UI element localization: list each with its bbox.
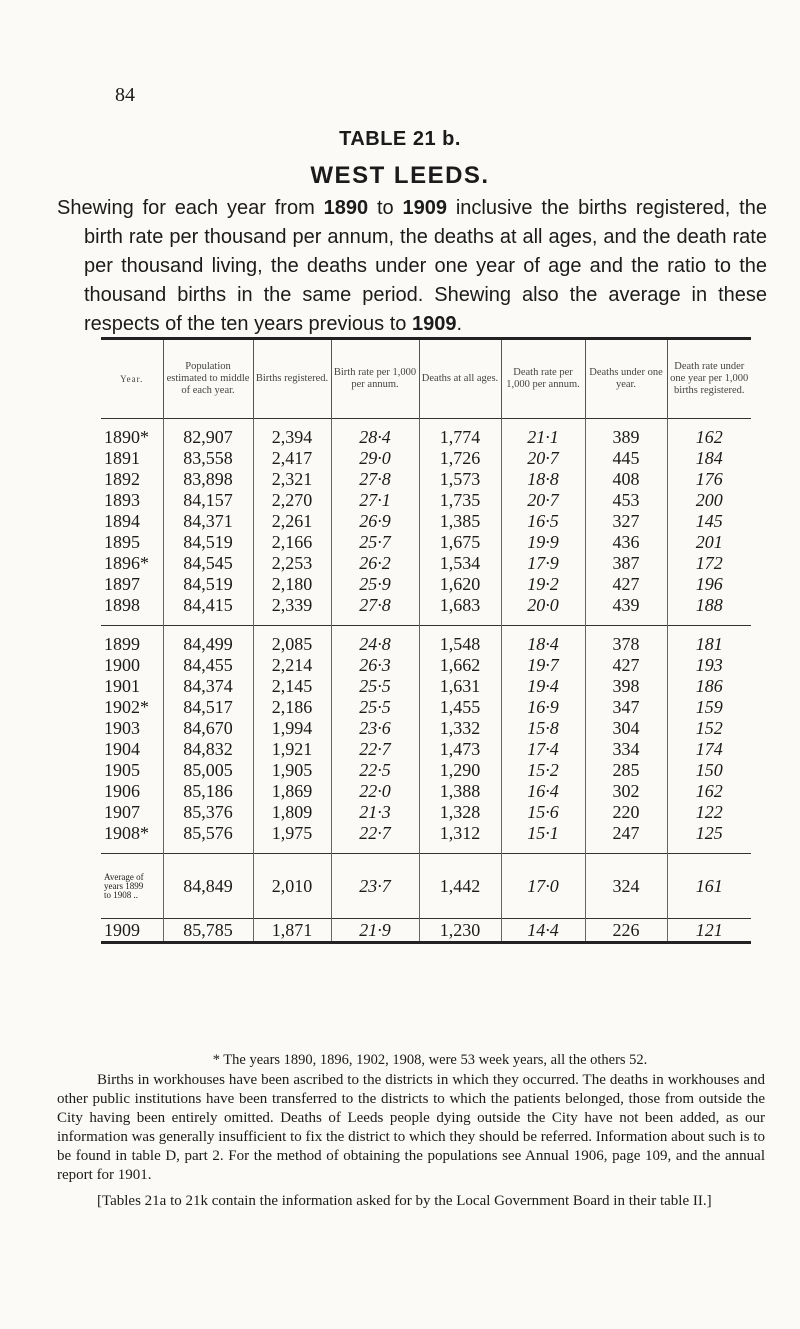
table-row <box>101 760 751 781</box>
cell-infant-deaths: 220 <box>585 802 667 823</box>
cell-infant-deaths: 347 <box>585 697 667 718</box>
cell-deaths: 1,683 <box>419 595 501 626</box>
table-description: Shewing for each year from 1890 to 1909 inclusive the births registered, the birth rate per thousand per annum, the deaths at all ages, and the death rate per thousand living, the deaths under one year of age and the ratio to the thousand births in the same period. Shewing also the average in these respects of the ten years previous to 1909. <box>57 197 767 335</box>
cell-population: 84,519 <box>163 532 253 553</box>
cell-birth-rate: 25·5 <box>331 697 419 718</box>
table-row <box>101 574 751 595</box>
cell-population: 85,186 <box>163 781 253 802</box>
cell-death-rate: 15·2 <box>501 760 585 781</box>
note-paragraph: [Tables 21a to 21k contain the information asked for by the Local Government Board in their table II.] <box>97 1193 712 1209</box>
cell-infant-death-rate: 176 <box>667 469 751 490</box>
average-death-rate: 17·0 <box>501 854 585 919</box>
cell-infant-deaths: 439 <box>585 595 667 626</box>
cell-death-rate: 15·1 <box>501 823 585 854</box>
table-row <box>101 781 751 802</box>
cell-population: 84,519 <box>163 574 253 595</box>
table-row <box>101 532 751 553</box>
final-births: 1,871 <box>253 919 331 943</box>
cell-population: 84,157 <box>163 490 253 511</box>
notes <box>57 1071 765 1211</box>
cell-deaths: 1,534 <box>419 553 501 574</box>
cell-deaths: 1,312 <box>419 823 501 854</box>
column-header-infant-death-rate: Death rate under one year per 1,000 births registered. <box>667 339 751 419</box>
cell-population: 82,907 <box>163 419 253 449</box>
cell-birth-rate: 27·1 <box>331 490 419 511</box>
cell-infant-deaths: 247 <box>585 823 667 854</box>
cell-births: 2,253 <box>253 553 331 574</box>
cell-deaths: 1,662 <box>419 655 501 676</box>
cell-population: 84,670 <box>163 718 253 739</box>
cell-year: 1905 <box>104 760 140 780</box>
cell-population: 84,517 <box>163 697 253 718</box>
cell-death-rate: 16·9 <box>501 697 585 718</box>
cell-infant-death-rate: 152 <box>667 718 751 739</box>
cell-deaths: 1,455 <box>419 697 501 718</box>
cell-year: 1900 <box>104 655 140 675</box>
cell-birth-rate: 22·0 <box>331 781 419 802</box>
table-row <box>101 511 751 532</box>
final-population: 85,785 <box>163 919 253 943</box>
cell-year: 1899 <box>104 634 140 654</box>
cell-births: 2,270 <box>253 490 331 511</box>
cell-population: 84,371 <box>163 511 253 532</box>
cell-death-rate: 15·8 <box>501 718 585 739</box>
cell-infant-deaths: 334 <box>585 739 667 760</box>
cell-death-rate: 19·9 <box>501 532 585 553</box>
cell-year: 1902* <box>104 697 149 717</box>
cell-infant-death-rate: 162 <box>667 781 751 802</box>
cell-infant-death-rate: 150 <box>667 760 751 781</box>
cell-births: 2,339 <box>253 595 331 626</box>
column-header-year: Year. <box>120 374 144 384</box>
cell-births: 2,180 <box>253 574 331 595</box>
cell-birth-rate: 22·5 <box>331 760 419 781</box>
cell-population: 83,558 <box>163 448 253 469</box>
cell-births: 1,975 <box>253 823 331 854</box>
table-row <box>101 448 751 469</box>
cell-infant-death-rate: 188 <box>667 595 751 626</box>
cell-death-rate: 20·7 <box>501 490 585 511</box>
cell-infant-deaths: 302 <box>585 781 667 802</box>
cell-death-rate: 19·2 <box>501 574 585 595</box>
cell-population: 84,374 <box>163 676 253 697</box>
cell-deaths: 1,290 <box>419 760 501 781</box>
cell-deaths: 1,548 <box>419 626 501 656</box>
rows-1890-1898 <box>101 419 751 626</box>
final-infant-deaths: 226 <box>585 919 667 943</box>
statistics-table <box>101 337 751 944</box>
cell-births: 2,166 <box>253 532 331 553</box>
table-header-row <box>101 339 751 419</box>
cell-population: 83,898 <box>163 469 253 490</box>
cell-population: 84,545 <box>163 553 253 574</box>
cell-year: 1898 <box>104 595 140 615</box>
cell-year: 1896* <box>104 553 149 573</box>
cell-births: 1,921 <box>253 739 331 760</box>
final-deaths: 1,230 <box>419 919 501 943</box>
table-row <box>101 697 751 718</box>
cell-deaths: 1,631 <box>419 676 501 697</box>
cell-birth-rate: 27·8 <box>331 595 419 626</box>
cell-birth-rate: 29·0 <box>331 448 419 469</box>
cell-birth-rate: 26·2 <box>331 553 419 574</box>
cell-birth-rate: 26·9 <box>331 511 419 532</box>
table-row <box>101 802 751 823</box>
cell-death-rate: 19·4 <box>501 676 585 697</box>
cell-deaths: 1,328 <box>419 802 501 823</box>
cell-infant-deaths: 445 <box>585 448 667 469</box>
cell-year: 1894 <box>104 511 140 531</box>
cell-year: 1904 <box>104 739 140 759</box>
cell-population: 84,499 <box>163 626 253 656</box>
cell-death-rate: 17·4 <box>501 739 585 760</box>
table-row <box>101 676 751 697</box>
average-infant-deaths: 324 <box>585 854 667 919</box>
cell-infant-deaths: 389 <box>585 419 667 449</box>
table-title: TABLE 21 b. <box>339 128 461 150</box>
cell-year: 1895 <box>104 532 140 552</box>
footnote: * The years 1890, 1896, 1902, 1908, were 53 week years, all the others 52. <box>212 1052 648 1068</box>
cell-births: 2,186 <box>253 697 331 718</box>
cell-births: 2,145 <box>253 676 331 697</box>
cell-deaths: 1,675 <box>419 532 501 553</box>
average-row <box>101 854 751 919</box>
table-row <box>101 490 751 511</box>
cell-year: 1892 <box>104 469 140 489</box>
cell-death-rate: 18·8 <box>501 469 585 490</box>
cell-infant-deaths: 378 <box>585 626 667 656</box>
cell-year: 1893 <box>104 490 140 510</box>
cell-death-rate: 20·7 <box>501 448 585 469</box>
cell-infant-death-rate: 145 <box>667 511 751 532</box>
final-death-rate: 14·4 <box>501 919 585 943</box>
cell-infant-death-rate: 200 <box>667 490 751 511</box>
cell-year: 1897 <box>104 574 140 594</box>
column-header-birth-rate: Birth rate per 1,000 per annum. <box>331 339 419 419</box>
cell-death-rate: 17·9 <box>501 553 585 574</box>
cell-infant-death-rate: 196 <box>667 574 751 595</box>
average-population: 84,849 <box>163 854 253 919</box>
average-infant-death-rate: 161 <box>667 854 751 919</box>
cell-birth-rate: 22·7 <box>331 823 419 854</box>
average-deaths: 1,442 <box>419 854 501 919</box>
cell-births: 2,214 <box>253 655 331 676</box>
cell-birth-rate: 22·7 <box>331 739 419 760</box>
cell-births: 1,809 <box>253 802 331 823</box>
cell-infant-death-rate: 186 <box>667 676 751 697</box>
cell-births: 1,869 <box>253 781 331 802</box>
cell-population: 84,455 <box>163 655 253 676</box>
cell-infant-death-rate: 172 <box>667 553 751 574</box>
cell-year: 1890* <box>104 427 149 447</box>
final-birth-rate: 21·9 <box>331 919 419 943</box>
cell-deaths: 1,620 <box>419 574 501 595</box>
column-header-deaths: Deaths at all ages. <box>419 339 501 419</box>
cell-infant-death-rate: 184 <box>667 448 751 469</box>
cell-birth-rate: 25·7 <box>331 532 419 553</box>
table-row <box>101 718 751 739</box>
table-row <box>101 626 751 656</box>
cell-infant-death-rate: 122 <box>667 802 751 823</box>
average-label: Average of years 1899 to 1908 .. <box>104 871 144 900</box>
cell-births: 2,085 <box>253 626 331 656</box>
cell-year: 1908* <box>104 823 149 843</box>
cell-population: 85,005 <box>163 760 253 781</box>
cell-population: 85,376 <box>163 802 253 823</box>
cell-deaths: 1,388 <box>419 781 501 802</box>
cell-births: 1,994 <box>253 718 331 739</box>
cell-deaths: 1,774 <box>419 419 501 449</box>
cell-birth-rate: 21·3 <box>331 802 419 823</box>
cell-births: 2,321 <box>253 469 331 490</box>
cell-infant-deaths: 427 <box>585 574 667 595</box>
cell-deaths: 1,332 <box>419 718 501 739</box>
cell-deaths: 1,385 <box>419 511 501 532</box>
cell-infant-deaths: 436 <box>585 532 667 553</box>
cell-year: 1906 <box>104 781 140 801</box>
cell-infant-deaths: 408 <box>585 469 667 490</box>
column-header-population: Population estimated to middle of each year. <box>163 339 253 419</box>
column-header-death-rate: Death rate per 1,000 per annum. <box>501 339 585 419</box>
average-births: 2,010 <box>253 854 331 919</box>
final-row-1909 <box>101 919 751 943</box>
cell-infant-death-rate: 159 <box>667 697 751 718</box>
cell-infant-deaths: 327 <box>585 511 667 532</box>
cell-death-rate: 21·1 <box>501 419 585 449</box>
cell-birth-rate: 26·3 <box>331 655 419 676</box>
cell-year: 1901 <box>104 676 140 696</box>
cell-birth-rate: 25·9 <box>331 574 419 595</box>
cell-infant-deaths: 398 <box>585 676 667 697</box>
cell-birth-rate: 28·4 <box>331 419 419 449</box>
cell-infant-deaths: 427 <box>585 655 667 676</box>
table-row <box>101 469 751 490</box>
page-number: 84 <box>115 84 135 106</box>
cell-birth-rate: 27·8 <box>331 469 419 490</box>
cell-population: 85,576 <box>163 823 253 854</box>
average-birth-rate: 23·7 <box>331 854 419 919</box>
cell-death-rate: 16·5 <box>501 511 585 532</box>
cell-death-rate: 19·7 <box>501 655 585 676</box>
cell-infant-deaths: 304 <box>585 718 667 739</box>
note-paragraph: Births in workhouses have been ascribed to the districts in which they occurred. The deaths in workhouses and other public institutions have been transferred to the districts to which the patients belonged, those from outside the City having been entirely omitted. Deaths of Leeds people dying outside the City have not been added, as our information was generally insufficient to fix the district to which they should be referred. Information about such is to be found in table D, part 2. For the method of obtaining the populations see Annual 1906, page 109, and the annual report for 1901. <box>57 1072 765 1183</box>
final-year: 1909 <box>104 919 140 940</box>
rows-1899-1908 <box>101 626 751 854</box>
cell-birth-rate: 23·6 <box>331 718 419 739</box>
cell-deaths: 1,735 <box>419 490 501 511</box>
table-row <box>101 823 751 854</box>
final-infant-death-rate: 121 <box>667 919 751 943</box>
cell-death-rate: 16·4 <box>501 781 585 802</box>
cell-infant-death-rate: 174 <box>667 739 751 760</box>
table-row <box>101 553 751 574</box>
final-section <box>101 919 751 943</box>
cell-births: 1,905 <box>253 760 331 781</box>
cell-infant-deaths: 453 <box>585 490 667 511</box>
cell-infant-death-rate: 193 <box>667 655 751 676</box>
cell-deaths: 1,473 <box>419 739 501 760</box>
cell-infant-death-rate: 201 <box>667 532 751 553</box>
cell-death-rate: 18·4 <box>501 626 585 656</box>
cell-births: 2,261 <box>253 511 331 532</box>
cell-population: 84,832 <box>163 739 253 760</box>
cell-infant-deaths: 285 <box>585 760 667 781</box>
cell-infant-death-rate: 181 <box>667 626 751 656</box>
place-title: WEST LEEDS. <box>310 162 490 189</box>
column-header-infant-deaths: Deaths under one year. <box>585 339 667 419</box>
cell-year: 1891 <box>104 448 140 468</box>
cell-infant-death-rate: 162 <box>667 419 751 449</box>
column-header-births: Births registered. <box>253 339 331 419</box>
cell-population: 84,415 <box>163 595 253 626</box>
cell-births: 2,394 <box>253 419 331 449</box>
table-row <box>101 419 751 449</box>
cell-death-rate: 15·6 <box>501 802 585 823</box>
average-section <box>101 854 751 919</box>
cell-births: 2,417 <box>253 448 331 469</box>
cell-infant-deaths: 387 <box>585 553 667 574</box>
cell-birth-rate: 24·8 <box>331 626 419 656</box>
cell-year: 1907 <box>104 802 140 822</box>
cell-death-rate: 20·0 <box>501 595 585 626</box>
cell-birth-rate: 25·5 <box>331 676 419 697</box>
table-row <box>101 739 751 760</box>
table-row <box>101 655 751 676</box>
table-row <box>101 595 751 626</box>
cell-year: 1903 <box>104 718 140 738</box>
cell-infant-death-rate: 125 <box>667 823 751 854</box>
cell-deaths: 1,726 <box>419 448 501 469</box>
cell-deaths: 1,573 <box>419 469 501 490</box>
